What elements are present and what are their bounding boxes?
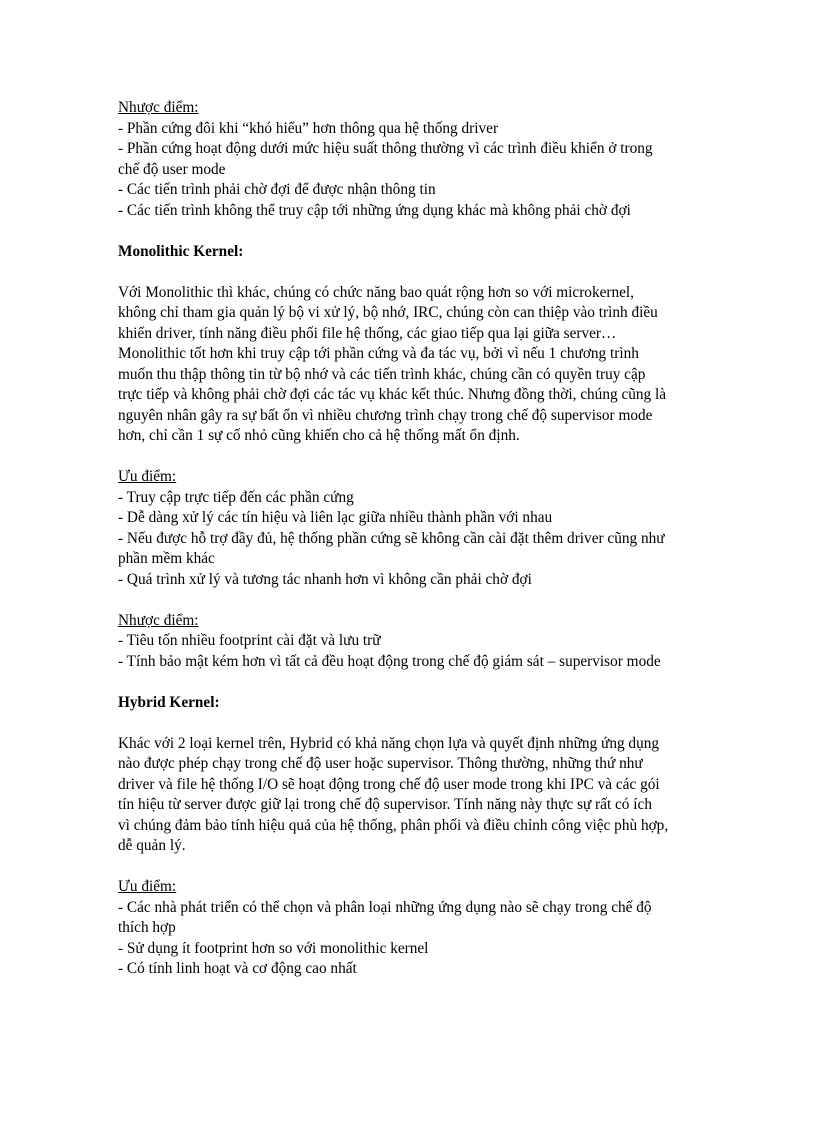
paragraph-line: nguyên nhân gây ra sự bất ổn vì nhiều chương trình chạy trong chế độ supervisor mode [118,406,653,424]
list-item: - Truy cập trực tiếp đến các phần cứng [118,488,354,506]
document-page [118,98,718,980]
paragraph-line: driver và file hệ thống I/O sẽ hoạt động trong chế độ user mode trong khi IPC và các gói [118,775,660,793]
list-item: - Sử dụng ít footprint hơn so với monolithic kernel [118,939,429,957]
pros-label: Ưu điểm: [118,878,177,895]
list-item: thích hợp [118,919,176,936]
section-heading-hybrid: Hybrid Kernel: [118,693,220,711]
paragraph-line: tín hiệu từ server được giữ lại trong chế độ supervisor. Tính năng này thực sự rất có ích [118,796,652,813]
section-heading-monolithic: Monolithic Kernel: [118,242,244,260]
list-item: - Có tính linh hoạt và cơ động cao nhất [118,960,357,977]
list-item: - Dễ dàng xử lý các tín hiệu và liên lạc giữa nhiều thành phần với nhau [118,509,553,526]
list-item: - Các tiến trình phải chờ đợi để được nhận thông tin [118,181,436,198]
list-item: - Tính bảo mật kém hơn vì tất cả đều hoạt động trong chế độ giám sát – supervisor mode [118,652,661,670]
list-item: - Các nhà phát triển có thể chọn và phân loại những ứng dụng nào sẽ chạy trong chế độ [118,898,652,916]
list-item: - Tiêu tốn nhiều footprint cài đặt và lưu trữ [118,632,381,649]
list-item: - Các tiến trình không thể truy cập tới những ứng dụng khác mà không phải chờ đợi [118,201,631,219]
list-item: - Nếu được hỗ trợ đầy đủ, hệ thống phần cứng sẽ không cần cài đặt thêm driver cũng như [118,529,665,547]
list-item: chế độ user mode [118,160,226,178]
paragraph-line: Với Monolithic thì khác, chúng có chức năng bao quát rộng hơn so với microkernel, [118,283,634,301]
paragraph-line: dễ quản lý. [118,837,186,854]
paragraph-line: trực tiếp và không phải chờ đợi các tác vụ khác kết thúc. Nhưng đồng thời, chúng cũng là [118,386,667,403]
pros-label: Ưu điểm: [118,468,177,485]
paragraph-line: nào được phép chạy trong chế độ user hoặc supervisor. Thông thường, những thứ như [118,755,643,772]
paragraph-line: Monolithic tốt hơn khi truy cập tới phần cứng và đa tác vụ, bởi vì nếu 1 chương trình [118,345,639,362]
cons-label: Nhược điểm: [118,99,199,116]
paragraph-line: muốn thu thập thông tin từ bộ nhớ và các tiến trình khác, chúng cần có quyền truy cập [118,365,646,383]
paragraph-line: khiển driver, tính năng điều phối file hệ thống, các giao tiếp qua lại giữa server… [118,324,617,342]
paragraph-line: Khác với 2 loại kernel trên, Hybrid có khả năng chọn lựa và quyết định những ứng dụng [118,734,660,752]
list-item: - Phần cứng hoạt động dưới mức hiệu suất thông thường vì các trình điều khiển ở trong [118,140,653,157]
list-item: - Phần cứng đôi khi “khó hiểu” hơn thông qua hệ thống driver [118,119,499,137]
paragraph-line: hơn, chỉ cần 1 sự cố nhỏ cũng khiến cho cả hệ thống mất ổn định. [118,427,520,444]
list-item: - Quá trình xử lý và tương tác nhanh hơn vì không cần phải chờ đợi [118,570,532,588]
cons-label: Nhược điểm: [118,611,199,629]
paragraph-line: không chỉ tham gia quản lý bộ vi xử lý, bộ nhớ, IRC, chúng còn can thiệp vào trình điều [118,304,658,321]
list-item: phần mềm khác [118,550,215,567]
paragraph-line: vì chúng đảm bảo tính hiệu quả của hệ thống, phân phối và điều chỉnh công việc phù hợp, [118,816,669,834]
